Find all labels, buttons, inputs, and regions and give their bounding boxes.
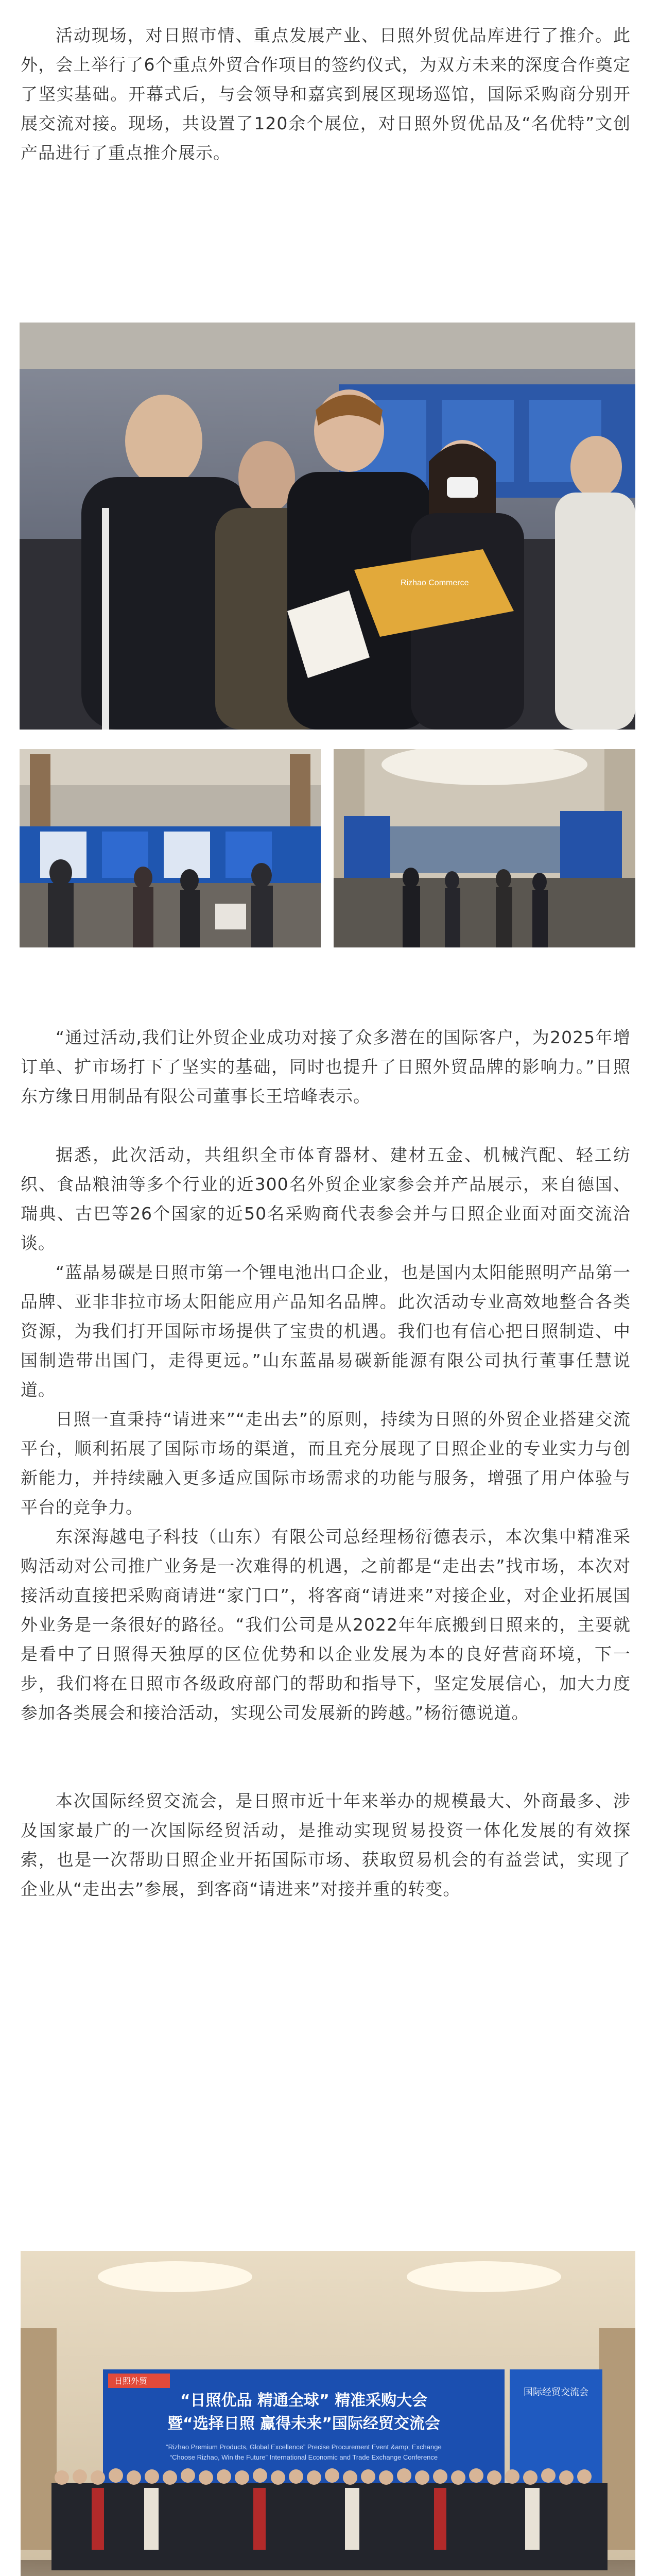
banner-title-line1: “日照优品 精通全球” 精准采购大会 bbox=[180, 2392, 428, 2410]
banner-english-line1: “Rizhao Premium Products, Global Excellence” Precise Procurement Event &amp; Exchange bbox=[166, 2443, 442, 2451]
photo-exhibition-hall-right bbox=[334, 749, 635, 947]
paragraph-quote-wang: “通过活动,我们让外贸企业成功对接了众多潜在的国际客户，为2025年增订单、扩市场打下了坚实的基础，同时也提升了日照外贸品牌的影响力。”日照东方缘日用制品有限公司董事长王培峰表示。 bbox=[21, 1027, 631, 1106]
banner-title-line2: 暨“选择日照 赢得未来”国际经贸交流会 bbox=[167, 2415, 440, 2433]
paragraph-event-intro: 活动现场，对日照市情、重点发展产业、日照外贸优品库进行了推介。此外，会上举行了6个重点外贸合作项目的签约仪式，为双方未来的深度合作奠定了坚实基础。开幕式后，与会领导和嘉宾到展区现场巡馆，国际采购商分别开展交流对接。现场，共设置了120余个展位，对日照外贸优品及“名优特”文创产品进行了重点推介展示。 bbox=[21, 25, 631, 163]
photo-hall-right-svg bbox=[334, 749, 635, 947]
photo-group-svg bbox=[21, 2251, 635, 2576]
photo-exhibition-hall-left bbox=[20, 749, 321, 947]
side-banner-text: 国际经贸交流会 bbox=[524, 2387, 588, 2398]
photo-visitors-svg bbox=[20, 323, 635, 730]
photo-group-banner bbox=[21, 2251, 635, 2576]
paragraph-quote-yang: 东深海越电子科技（山东）有限公司总经理杨衍德表示，本次集中精准采购活动对公司推广业务是一次难得的机遇，之前都是“走出去”找市场，本次对接活动直接把采购商请进“家门口”，将客商“请进来”对接企业，对企业拓展国外业务是一条很好的路径。“我们公司是从2022年年底搬到日照来的，主要就是看中了日照得天独厚的区位优势和以企业发展为本的良好营商环境，下一步，我们将在日照市各级政府部门的帮助和指导下，坚定发展信心，加大力度参加各类展会和接洽活动，实现公司发展新的跨越。”杨衍德说道。 bbox=[21, 1527, 631, 1723]
photo-hall-left-svg bbox=[20, 749, 321, 947]
paragraph-summary: 本次国际经贸交流会，是日照市近十年来举办的规模最大、外商最多、涉及国家最广的一次国际经贸活动，是推动实现贸易投资一体化发展的有效探索，也是一次帮助日照企业开拓国际市场、获取贸易机会的有益尝试，实现了企业从“走出去”参展，到客商“请进来”对接并重的转变。 bbox=[21, 1791, 631, 1899]
paragraph-participants: 据悉，此次活动，共组织全市体育器材、建材五金、机械汽配、轻工纺织、食品粮油等多个行业的近300名外贸企业家参会并产品展示，来自德国、瑞典、古巴等26个国家的近50名采购商代表参会并与日照企业面对面交流洽谈。 bbox=[21, 1145, 631, 1253]
photo-visitors-reading-brochure bbox=[20, 323, 635, 730]
brochure-title: Rizhao Commerce bbox=[401, 579, 469, 587]
banner-logo: 日照外贸 bbox=[114, 2377, 148, 2386]
paragraph-principle: 日照一直秉持“请进来”“走出去”的原则，持续为日照的外贸企业搭建交流平台，顺利拓展了国际市场的渠道，而且充分展现了日照企业的专业实力与创新能力，并持续融入更多适应国际市场需求的功能与服务，增强了用户体验与平台的竞争力。 bbox=[21, 1409, 631, 1517]
crowd bbox=[51, 2468, 608, 2570]
paragraph-quote-ren: “蓝晶易碳是日照市第一个锂电池出口企业，也是国内太阳能照明产品第一品牌、亚非非拉市场太阳能应用产品知名品牌。此次活动专业高效地整合各类资源，为我们打开国际市场提供了宝贵的机遇。我们也有信心把日照制造、中国制造带出国门，走得更远。”山东蓝晶易碳新能源有限公司执行董事任慧说道。 bbox=[21, 1262, 631, 1400]
banner-english-line2: “Choose Rizhao, Win the Future” International Economic and Trade Exchange Conference bbox=[169, 2453, 438, 2461]
